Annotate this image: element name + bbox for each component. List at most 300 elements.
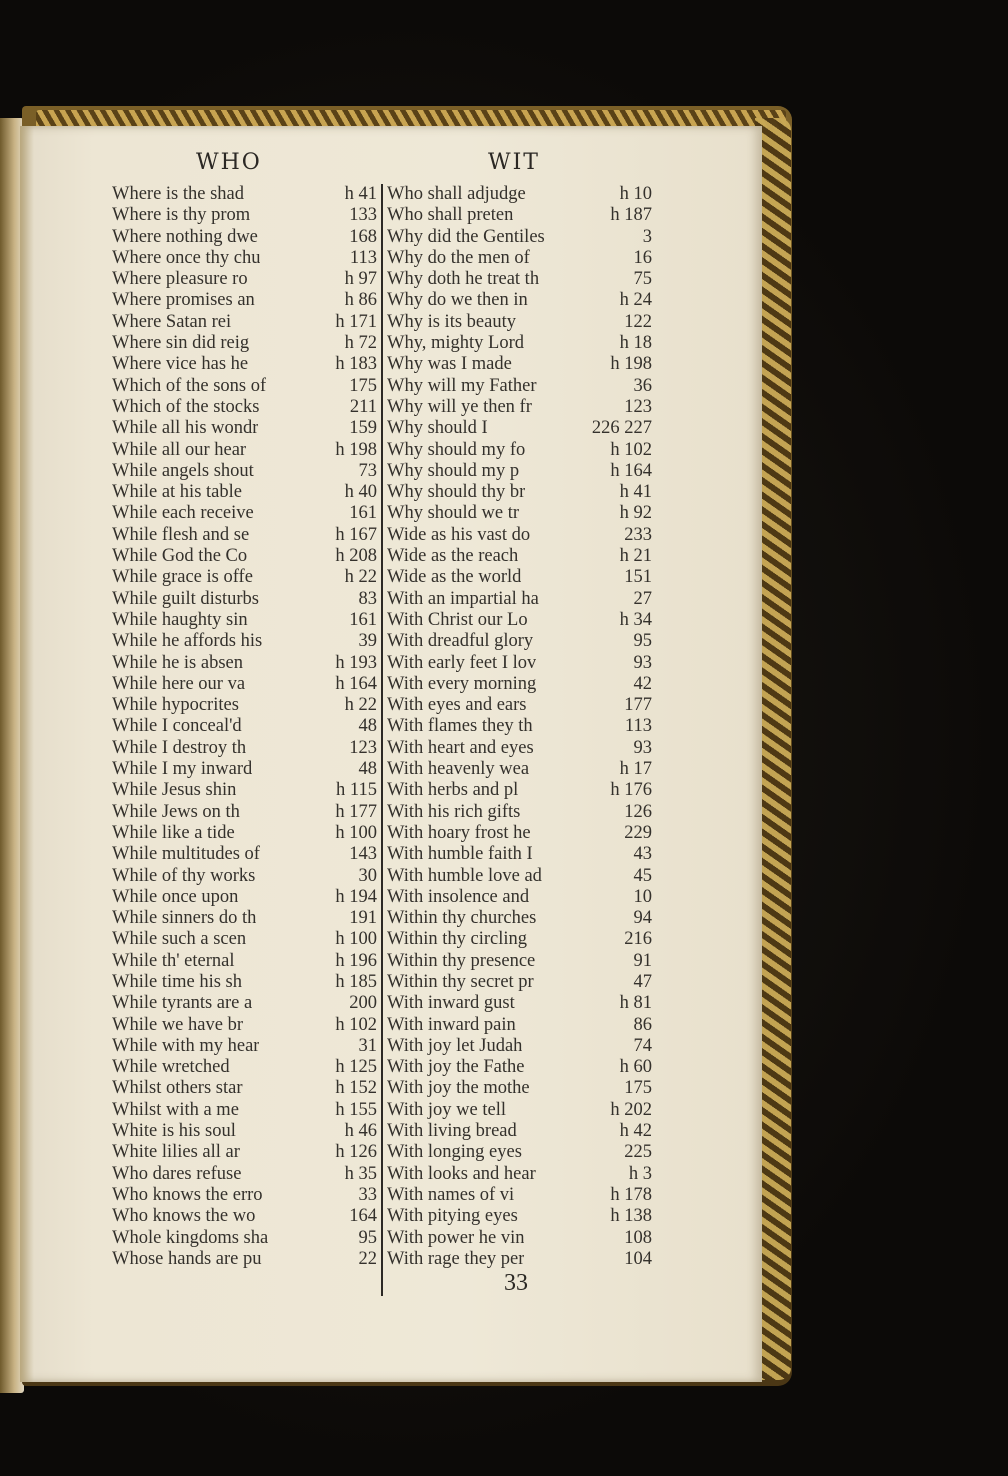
entry-first-line: While here our va [112, 673, 246, 694]
index-entry [387, 503, 652, 524]
index-entry [112, 759, 377, 780]
entry-first-line: With inward gust [387, 993, 515, 1014]
entry-first-line: Why do the men of [387, 247, 530, 268]
entry-first-line: While we have br [112, 1014, 243, 1035]
entry-hymn-number: h 187 [610, 205, 652, 226]
index-entry [387, 993, 652, 1014]
entry-hymn-number: 94 [633, 908, 652, 929]
index-entry [112, 1121, 377, 1142]
entry-first-line: While I my inward [112, 759, 253, 780]
index-entry [112, 482, 377, 503]
entry-first-line: While of thy works [112, 865, 256, 886]
index-entry [112, 227, 377, 248]
entry-hymn-number: h 102 [610, 439, 652, 460]
entry-hymn-number: h 194 [335, 886, 377, 907]
entry-first-line: Whilst others star [112, 1078, 243, 1099]
entry-hymn-number: 122 [624, 311, 652, 332]
index-entry [112, 354, 377, 375]
entry-hymn-number: h 183 [335, 354, 377, 375]
index-entry [387, 1164, 652, 1185]
entry-first-line: Who knows the wo [112, 1206, 256, 1227]
entry-first-line: Why did the Gentiles [387, 226, 545, 247]
entry-hymn-number: 211 [349, 396, 377, 417]
entry-first-line: With living bread [387, 1121, 517, 1142]
index-entry [112, 589, 377, 610]
entry-hymn-number: 42 [633, 673, 652, 694]
index-entry [387, 1036, 652, 1057]
entry-first-line: While God the Co [112, 546, 248, 567]
left-index-column [112, 184, 377, 1270]
entry-hymn-number: h 155 [335, 1099, 377, 1120]
index-entry [387, 418, 652, 439]
entry-hymn-number: 229 [624, 822, 652, 843]
entry-first-line: Who dares refuse [112, 1163, 242, 1184]
index-entry [387, 1206, 652, 1227]
entry-first-line: Within thy presence [387, 950, 536, 971]
index-entry [387, 227, 652, 248]
entry-first-line: Wide as the world [387, 567, 522, 588]
index-entry [112, 610, 377, 631]
index-entry [387, 1015, 652, 1036]
index-entry [387, 354, 652, 375]
entry-first-line: While tyrants are a [112, 993, 253, 1014]
entry-hymn-number: 75 [633, 269, 652, 290]
index-entry [112, 1142, 377, 1163]
entry-first-line: Why is its beauty [387, 311, 516, 332]
entry-first-line: While Jews on th [112, 801, 240, 822]
entry-first-line: While such a scen [112, 929, 247, 950]
entry-first-line: With names of vi [387, 1184, 515, 1205]
entry-first-line: With eyes and ears [387, 695, 527, 716]
entry-first-line: Why will my Father [387, 375, 537, 396]
index-entry [112, 716, 377, 737]
entry-first-line: While angels shout [112, 460, 254, 481]
entry-hymn-number: h 125 [335, 1057, 377, 1078]
index-entry [112, 1057, 377, 1078]
index-entry [387, 1185, 652, 1206]
entry-hymn-number: 39 [358, 631, 377, 652]
entry-first-line: While grace is offe [112, 567, 253, 588]
entry-hymn-number: 95 [358, 1227, 377, 1248]
entry-first-line: While I conceal'd [112, 716, 242, 737]
index-entry [387, 908, 652, 929]
entry-first-line: Wide as his vast do [387, 524, 531, 545]
entry-hymn-number: 33 [358, 1184, 377, 1205]
entry-first-line: Who shall preten [387, 205, 514, 226]
entry-first-line: While he is absen [112, 652, 243, 673]
entry-hymn-number: h 24 [619, 290, 652, 311]
entry-first-line: Why should my p [387, 460, 520, 481]
entry-first-line: While all his wondr [112, 418, 259, 439]
entry-hymn-number: 83 [358, 588, 377, 609]
entry-hymn-number: h 72 [344, 333, 377, 354]
entry-first-line: While all our hear [112, 439, 247, 460]
index-entry [112, 1100, 377, 1121]
entry-hymn-number: 216 [624, 929, 652, 950]
entry-hymn-number: 93 [633, 737, 652, 758]
entry-hymn-number: 73 [358, 460, 377, 481]
entry-hymn-number: 113 [349, 247, 377, 268]
index-entry [387, 376, 652, 397]
entry-first-line: While Jesus shin [112, 780, 237, 801]
entry-hymn-number: 74 [633, 1035, 652, 1056]
index-entry [387, 631, 652, 652]
index-entry [112, 397, 377, 418]
entry-hymn-number: h 171 [335, 311, 377, 332]
entry-hymn-number: 126 [624, 801, 652, 822]
index-entry [112, 823, 377, 844]
index-entry [112, 525, 377, 546]
entry-first-line: Why should thy br [387, 482, 526, 503]
index-entry [112, 376, 377, 397]
entry-hymn-number: h 34 [619, 609, 652, 630]
entry-hymn-number: 30 [358, 865, 377, 886]
entry-hymn-number: h 196 [335, 950, 377, 971]
entry-first-line: Within thy churches [387, 908, 537, 929]
index-entry [387, 759, 652, 780]
index-entry [112, 993, 377, 1014]
entry-hymn-number: 123 [349, 737, 377, 758]
entry-hymn-number: 10 [633, 886, 652, 907]
entry-first-line: Who knows the erro [112, 1184, 263, 1205]
index-entry [112, 1078, 377, 1099]
entry-hymn-number: 233 [624, 524, 652, 545]
entry-hymn-number: 27 [633, 588, 652, 609]
entry-hymn-number: 22 [358, 1248, 377, 1269]
entry-hymn-number: h 41 [619, 482, 652, 503]
index-entry [112, 695, 377, 716]
entry-first-line: Where nothing dwe [112, 226, 258, 247]
entry-first-line: Where once thy chu [112, 247, 261, 268]
entry-first-line: Who shall adjudge [387, 184, 526, 204]
index-entry [387, 951, 652, 972]
index-entry [112, 290, 377, 311]
index-entry [387, 738, 652, 759]
entry-first-line: With an impartial ha [387, 588, 539, 609]
index-entry [112, 418, 377, 439]
entry-hymn-number: 159 [349, 418, 377, 439]
entry-first-line: With power he vin [387, 1227, 525, 1248]
index-entry [387, 929, 652, 950]
entry-hymn-number: h 40 [344, 482, 377, 503]
entry-first-line: Whilst with a me [112, 1099, 239, 1120]
index-entry [387, 1142, 652, 1163]
entry-first-line: Where Satan rei [112, 311, 232, 332]
entry-first-line: With longing eyes [387, 1142, 522, 1163]
entry-first-line: Why do we then in [387, 290, 528, 311]
entry-hymn-number: 175 [624, 1078, 652, 1099]
index-entry [112, 1015, 377, 1036]
entry-first-line: With flames they th [387, 716, 533, 737]
index-entry [387, 972, 652, 993]
entry-hymn-number: h 60 [619, 1057, 652, 1078]
entry-hymn-number: h 176 [610, 780, 652, 801]
entry-first-line: With humble faith I [387, 844, 533, 865]
entry-hymn-number: 133 [349, 205, 377, 226]
entry-first-line: Where pleasure ro [112, 269, 248, 290]
index-entry [112, 866, 377, 887]
entry-first-line: With joy the mothe [387, 1078, 530, 1099]
index-entry [112, 1228, 377, 1249]
entry-hymn-number: h 10 [619, 184, 652, 204]
right-column-header: WIT [488, 150, 540, 175]
entry-hymn-number: 104 [624, 1248, 652, 1269]
entry-hymn-number: 200 [349, 993, 377, 1014]
entry-first-line: Why will ye then fr [387, 396, 532, 417]
index-entry [387, 333, 652, 354]
entry-first-line: Why should I [387, 418, 488, 439]
entry-first-line: With rage they per [387, 1248, 525, 1269]
entry-hymn-number: 143 [349, 844, 377, 865]
entry-first-line: Where is thy prom [112, 205, 251, 226]
index-entry [112, 461, 377, 482]
entry-hymn-number: h 18 [619, 333, 652, 354]
entry-first-line: With joy let Judah [387, 1035, 523, 1056]
index-entry [112, 1164, 377, 1185]
entry-first-line: Why was I made [387, 354, 512, 375]
entry-hymn-number: h 152 [335, 1078, 377, 1099]
entry-hymn-number: h 35 [344, 1163, 377, 1184]
index-entry [387, 610, 652, 631]
entry-first-line: Within thy secret pr [387, 971, 534, 992]
index-entry [112, 972, 377, 993]
entry-first-line: With insolence and [387, 886, 530, 907]
entry-hymn-number: 226 227 [591, 418, 652, 439]
index-entry [112, 248, 377, 269]
entry-hymn-number: h 81 [619, 993, 652, 1014]
index-entry [112, 503, 377, 524]
entry-first-line: While guilt disturbs [112, 588, 259, 609]
entry-hymn-number: h 164 [610, 460, 652, 481]
entry-hymn-number: h 3 [628, 1163, 652, 1184]
index-entry [112, 440, 377, 461]
entry-first-line: With heavenly wea [387, 759, 530, 780]
entry-first-line: Wide as the reach [387, 546, 519, 567]
index-entry [112, 1036, 377, 1057]
index-entry [387, 269, 652, 290]
index-entry [387, 525, 652, 546]
entry-hymn-number: 108 [624, 1227, 652, 1248]
entry-first-line: While haughty sin [112, 609, 248, 630]
entry-first-line: Which of the stocks [112, 396, 260, 417]
entry-hymn-number: 36 [633, 375, 652, 396]
entry-hymn-number: 175 [349, 375, 377, 396]
index-entry [387, 1249, 652, 1270]
entry-first-line: Where vice has he [112, 354, 249, 375]
entry-first-line: While like a tide [112, 822, 235, 843]
entry-first-line: While at his table [112, 482, 242, 503]
entry-hymn-number: h 178 [610, 1184, 652, 1205]
index-entry [112, 738, 377, 759]
entry-first-line: White is his soul [112, 1121, 236, 1142]
entry-first-line: With herbs and pl [387, 780, 519, 801]
index-entry [387, 653, 652, 674]
entry-hymn-number: 168 [349, 226, 377, 247]
entry-first-line: While he affords his [112, 631, 263, 652]
entry-first-line: With pitying eyes [387, 1206, 518, 1227]
index-entry [112, 269, 377, 290]
entry-first-line: Whose hands are pu [112, 1248, 262, 1269]
index-entry [387, 866, 652, 887]
index-entry [112, 567, 377, 588]
index-entry [387, 780, 652, 801]
entry-hymn-number: h 138 [610, 1206, 652, 1227]
index-entry [387, 802, 652, 823]
entry-first-line: Why should my fo [387, 439, 526, 460]
entry-first-line: Why, mighty Lord [387, 333, 525, 354]
entry-hymn-number: 164 [349, 1206, 377, 1227]
entry-first-line: While th' eternal [112, 950, 235, 971]
entry-first-line: With Christ our Lo [387, 609, 528, 630]
index-entry [387, 248, 652, 269]
entry-hymn-number: 86 [633, 1014, 652, 1035]
entry-hymn-number: 177 [624, 695, 652, 716]
entry-first-line: While flesh and se [112, 524, 250, 545]
entry-hymn-number: h 17 [619, 759, 652, 780]
entry-hymn-number: 31 [358, 1035, 377, 1056]
entry-first-line: With inward pain [387, 1014, 516, 1035]
entry-hymn-number: 191 [349, 908, 377, 929]
left-column-header: WHO [196, 150, 262, 175]
entry-hymn-number: h 92 [619, 503, 652, 524]
entry-first-line: With looks and hear [387, 1163, 536, 1184]
entry-hymn-number: h 102 [335, 1014, 377, 1035]
entry-hymn-number: h 126 [335, 1142, 377, 1163]
index-entry [387, 567, 652, 588]
entry-hymn-number: h 22 [344, 567, 377, 588]
entry-hymn-number: 161 [349, 609, 377, 630]
index-entry [112, 951, 377, 972]
index-entry [387, 887, 652, 908]
entry-hymn-number: h 208 [335, 546, 377, 567]
entry-hymn-number: h 42 [619, 1121, 652, 1142]
entry-hymn-number: h 164 [335, 673, 377, 694]
entry-hymn-number: h 193 [335, 652, 377, 673]
index-entry [387, 184, 652, 205]
index-entry [387, 844, 652, 865]
index-entry [112, 674, 377, 695]
entry-first-line: With joy the Fathe [387, 1057, 525, 1078]
entry-hymn-number: h 185 [335, 971, 377, 992]
entry-hymn-number: h 41 [344, 184, 377, 204]
index-entry [112, 333, 377, 354]
book-page [20, 126, 762, 1382]
entry-hymn-number: 93 [633, 652, 652, 673]
index-entry [387, 1078, 652, 1099]
index-entry [387, 482, 652, 503]
index-entry [387, 290, 652, 311]
entry-first-line: Where sin did reig [112, 333, 250, 354]
index-entry [112, 929, 377, 950]
entry-first-line: While each receive [112, 503, 254, 524]
entry-hymn-number: 16 [633, 247, 652, 268]
entry-hymn-number: h 115 [336, 780, 377, 801]
index-entry [112, 312, 377, 333]
entry-first-line: Where promises an [112, 290, 255, 311]
entry-first-line: Why doth he treat th [387, 269, 540, 290]
entry-first-line: With hoary frost he [387, 822, 531, 843]
entry-hymn-number: 43 [633, 844, 652, 865]
entry-first-line: Whole kingdoms sha [112, 1227, 269, 1248]
entry-hymn-number: 47 [633, 971, 652, 992]
entry-hymn-number: 91 [633, 950, 652, 971]
index-entry [112, 1249, 377, 1270]
entry-first-line: Where is the shad [112, 184, 245, 204]
index-entry [112, 844, 377, 865]
page-number: 33 [504, 1270, 528, 1296]
index-entry [112, 1185, 377, 1206]
index-entry [112, 184, 377, 205]
entry-hymn-number: h 100 [335, 929, 377, 950]
entry-first-line: With his rich gifts [387, 801, 521, 822]
entry-first-line: With heart and eyes [387, 737, 534, 758]
entry-first-line: While with my hear [112, 1035, 260, 1056]
index-entry [112, 887, 377, 908]
entry-first-line: While I destroy th [112, 737, 247, 758]
index-entry [112, 653, 377, 674]
entry-first-line: While sinners do th [112, 908, 257, 929]
entry-hymn-number: 123 [624, 396, 652, 417]
entry-first-line: While multitudes of [112, 844, 260, 865]
index-entry [387, 1121, 652, 1142]
entry-hymn-number: h 177 [335, 801, 377, 822]
index-entry [112, 780, 377, 801]
entry-first-line: Within thy circling [387, 929, 528, 950]
entry-first-line: With dreadful glory [387, 631, 534, 652]
entry-first-line: While time his sh [112, 971, 242, 992]
index-entry [387, 312, 652, 333]
index-entry [387, 674, 652, 695]
index-entry [387, 716, 652, 737]
entry-hymn-number: 48 [358, 759, 377, 780]
entry-hymn-number: 3 [642, 226, 652, 247]
entry-hymn-number: h 167 [335, 524, 377, 545]
index-entry [387, 823, 652, 844]
index-entry [387, 1057, 652, 1078]
index-entry [387, 589, 652, 610]
index-entry [112, 546, 377, 567]
page-gutter [20, 126, 34, 1382]
index-entry [387, 440, 652, 461]
index-entry [387, 205, 652, 226]
index-entry [112, 205, 377, 226]
index-entry [387, 397, 652, 418]
entry-hymn-number: h 21 [619, 546, 652, 567]
right-index-column [387, 184, 652, 1270]
entry-first-line: With early feet I lov [387, 652, 537, 673]
entry-hymn-number: 225 [624, 1142, 652, 1163]
index-entry [387, 1228, 652, 1249]
entry-hymn-number: h 86 [344, 290, 377, 311]
entry-first-line: With humble love ad [387, 865, 542, 886]
entry-hymn-number: 95 [633, 631, 652, 652]
index-entry [387, 546, 652, 567]
entry-hymn-number: 113 [624, 716, 652, 737]
index-entry [387, 695, 652, 716]
index-entry [112, 631, 377, 652]
entry-first-line: While once upon [112, 886, 239, 907]
entry-first-line: Which of the sons of [112, 375, 267, 396]
entry-hymn-number: h 97 [344, 269, 377, 290]
entry-hymn-number: h 202 [610, 1099, 652, 1120]
index-entry [387, 1100, 652, 1121]
entry-first-line: Why should we tr [387, 503, 520, 524]
entry-hymn-number: 151 [624, 567, 652, 588]
entry-hymn-number: h 100 [335, 822, 377, 843]
index-entry [387, 461, 652, 482]
index-entry [112, 908, 377, 929]
entry-hymn-number: h 46 [344, 1121, 377, 1142]
